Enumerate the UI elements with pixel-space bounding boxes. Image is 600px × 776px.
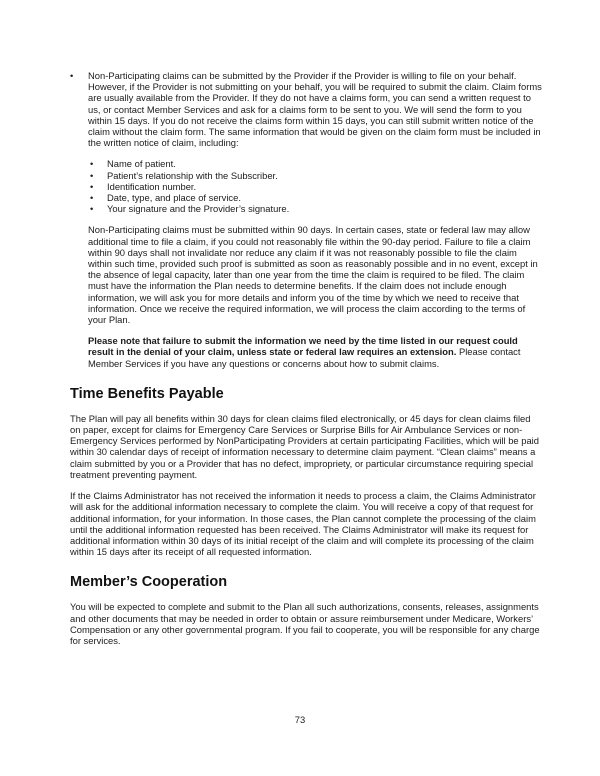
list-item-text: Date, type, and place of service. xyxy=(107,192,241,204)
document-content xyxy=(70,70,543,646)
page-number: 73 xyxy=(294,714,306,725)
main-bullet-text: Non-Participating claims can be submitted by the Provider if the Provider is willing to file on your behalf. However, if the Provider is not submitting on your behalf, you will be required to submit the claim. Claim forms are usually available from the Provider. If they do not have a claims form, you can send a written request to us, or contact Member Services and ask for a claims form to be sent to you. We will send the form to you within 15 days. If you do not receive the claims form within 15 days, you can still submit written notice of the claim without the claim form. The same information that would be given on the claim form must be included in the written notice of claim, including: xyxy=(88,70,542,149)
bullet-icon: • xyxy=(90,203,94,215)
claim-info-list xyxy=(90,158,543,214)
list-item xyxy=(90,203,543,214)
members-cooperation-paragraph: You will be expected to complete and submit to the Plan all such authorizations, consents, releases, assignments and other documents that may be needed in order to obtain or assure reimbursement under Medicare, Workers’ Compensation or any other governmental program. If you fail to cooperate, you will be responsible for any charge for services. xyxy=(70,601,540,646)
list-item-text: Name of patient. xyxy=(107,158,176,170)
list-item xyxy=(90,181,543,192)
list-item-text: Patient’s relationship with the Subscriber. xyxy=(107,169,278,181)
section-heading-members-cooperation: Member’s Cooperation xyxy=(70,574,228,591)
bullet-icon: • xyxy=(90,158,94,170)
note-regular-text: Please contact Member Services if you have any questions or concerns about how to submit claims. xyxy=(88,346,521,369)
list-item-text: Your signature and the Provider’s signature. xyxy=(107,203,290,215)
list-item xyxy=(90,192,543,203)
claims-deadline-paragraph: Non-Participating claims must be submitted within 90 days. In certain cases, state or federal law may allow additional time to file a claim, if you could not reasonably file within the 90-day period. Failure to file a claim within 90 days shall not invalidate nor reduce any claim if it was not reasonably possible to file the claim within such time, provided such proof is submitted as soon as reasonably possible and in no event, except in the absence of legal capacity, later than one year from the time the claim is required to be filed. The claim must have the information the Plan needs to determine benefits. If the claim does not include enough information, we will ask you for more details and inform you of the time by which we need to receive that information. Once we receive the required information, we will process the claim according to the terms of your Plan. xyxy=(88,224,538,326)
bullet-icon: • xyxy=(90,180,94,192)
bullet-icon: • xyxy=(90,169,94,181)
note-bold-text: Please note that failure to submit the information we need by the time listed in our request could result in the denial of your claim, unless state or federal law requires an extension. xyxy=(88,335,518,358)
list-item xyxy=(90,170,543,181)
bullet-icon: • xyxy=(70,70,74,81)
list-item xyxy=(90,158,543,169)
time-benefits-paragraph-2: If the Claims Administrator has not received the information it needs to process a claim, the Claims Administrator will ask for the additional information necessary to complete the claim. You will receive a copy of that request for additional information, for your information. In those cases, the Plan cannot complete the processing of the claim until the additional information requested has been received. The Claims Administrator will make its request for additional information within 30 days of its initial receipt of the claim and will complete its processing of the claim within 15 days after its receipt of all requested information. xyxy=(70,490,536,558)
bullet-icon: • xyxy=(90,192,94,204)
main-bullet-item xyxy=(70,70,543,148)
list-item-text: Identification number. xyxy=(107,180,197,192)
note-paragraph xyxy=(88,335,543,369)
time-benefits-paragraph-1: The Plan will pay all benefits within 30 days for clean claims filed electronically, or 45 days for clean claims filed on paper, except for claims for Emergency Care Services or Surprise Bills for Air Ambulance Services or non-Emergency Services performed by NonParticipating Providers at certain participating Facilities, which will be paid within 30 calendar days of receipt of information necessary to determine claim payment. “Clean claims” means a claim submitted by you or a Provider that has no defect, impropriety, or particular circumstance requiring special treatment preventing payment. xyxy=(70,412,539,480)
section-heading-time-benefits-payable: Time Benefits Payable xyxy=(70,385,224,402)
